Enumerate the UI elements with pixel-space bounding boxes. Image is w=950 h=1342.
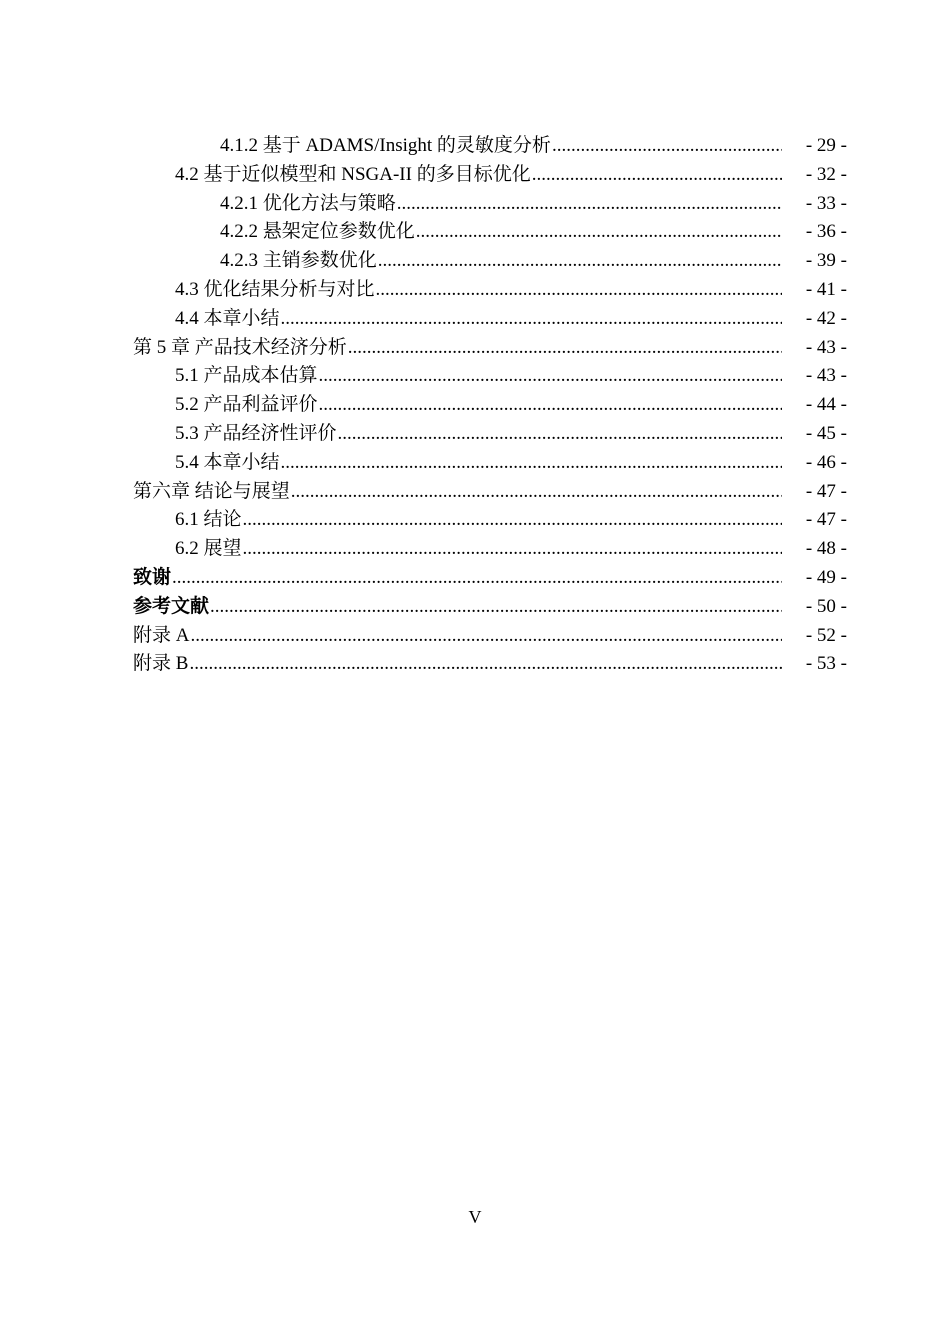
toc-dot-leader — [376, 276, 782, 305]
toc-entry[interactable] — [133, 622, 847, 651]
toc-entry[interactable] — [133, 593, 847, 622]
toc-dot-leader — [172, 564, 782, 593]
toc-entry[interactable] — [133, 161, 847, 190]
toc-entry-page: - 32 - — [805, 163, 847, 185]
table-of-contents — [133, 132, 847, 679]
toc-dot-leader — [210, 593, 782, 622]
toc-entry-title: 4.2.3 主销参数优化 — [220, 250, 377, 272]
toc-entry-page: - 48 - — [805, 538, 847, 560]
toc-entry[interactable] — [133, 362, 847, 391]
toc-entry-title: 第六章 结论与展望 — [133, 480, 290, 502]
toc-entry-title: 4.2.2 悬架定位参数优化 — [220, 221, 415, 243]
toc-entry[interactable] — [133, 478, 847, 507]
toc-entry-title: 致谢 — [133, 566, 172, 588]
toc-entry-page: - 33 - — [805, 192, 847, 214]
toc-entry-title: 第 5 章 产品技术经济分析 — [133, 336, 347, 358]
toc-entry-title: 4.1.2 基于 ADAMS/Insight 的灵敏度分析 — [220, 135, 551, 156]
toc-entry[interactable] — [133, 449, 847, 478]
toc-dot-leader — [189, 650, 782, 679]
toc-dot-leader — [281, 305, 782, 334]
toc-dot-leader — [348, 334, 782, 363]
toc-entry-page: - 29 - — [805, 135, 847, 156]
toc-dot-leader — [416, 218, 782, 247]
toc-entry-page: - 41 - — [805, 278, 847, 300]
toc-dot-leader — [291, 478, 782, 507]
toc-entry[interactable] — [133, 218, 847, 247]
toc-entry[interactable] — [133, 132, 847, 161]
toc-entry-page: - 50 - — [805, 595, 847, 617]
toc-entry[interactable] — [133, 535, 847, 564]
toc-dot-leader — [243, 506, 782, 535]
toc-dot-leader — [281, 449, 782, 478]
toc-dot-leader — [338, 420, 782, 449]
toc-entry-page: - 45 - — [805, 422, 847, 444]
toc-entry-title: 5.1 产品成本估算 — [175, 365, 318, 387]
toc-entry-title: 5.4 本章小结 — [175, 451, 280, 473]
toc-entry-page: - 46 - — [805, 451, 847, 473]
toc-entry-title: 5.3 产品经济性评价 — [175, 422, 337, 444]
toc-dot-leader — [552, 132, 782, 161]
toc-entry[interactable] — [133, 650, 847, 679]
toc-entry-title: 4.3 优化结果分析与对比 — [175, 278, 375, 300]
toc-entry-page: - 47 - — [805, 509, 847, 531]
toc-entry-page: - 47 - — [805, 480, 847, 502]
toc-entry-title: 参考文献 — [133, 595, 210, 617]
toc-entry-page: - 43 - — [805, 336, 847, 358]
toc-entry-page: - 44 - — [805, 394, 847, 416]
toc-dot-leader — [397, 190, 782, 219]
toc-entry-title: 6.1 结论 — [175, 509, 242, 531]
toc-entry-page: - 42 - — [805, 307, 847, 329]
toc-entry-page: - 43 - — [805, 365, 847, 387]
toc-entry-title: 4.2.1 优化方法与策略 — [220, 192, 396, 214]
toc-entry[interactable] — [133, 334, 847, 363]
toc-entry[interactable] — [133, 305, 847, 334]
toc-dot-leader — [319, 362, 782, 391]
toc-entry[interactable] — [133, 420, 847, 449]
toc-entry-title: 附录 B — [133, 653, 189, 675]
toc-entry-title: 4.2 基于近似模型和 NSGA-II 的多目标优化 — [175, 163, 531, 185]
toc-entry[interactable] — [133, 391, 847, 420]
toc-dot-leader — [378, 247, 782, 276]
toc-entry-title: 附录 A — [133, 624, 190, 646]
toc-entry-page: - 39 - — [805, 250, 847, 272]
toc-entry-title: 6.2 展望 — [175, 538, 242, 560]
toc-dot-leader — [319, 391, 782, 420]
toc-entry[interactable] — [133, 247, 847, 276]
toc-entry[interactable] — [133, 276, 847, 305]
toc-entry[interactable] — [133, 190, 847, 219]
toc-entry-page: - 53 - — [805, 653, 847, 675]
toc-entry[interactable] — [133, 506, 847, 535]
toc-entry-title: 5.2 产品利益评价 — [175, 394, 318, 416]
toc-entry[interactable] — [133, 564, 847, 593]
toc-dot-leader — [243, 535, 782, 564]
toc-dot-leader — [190, 622, 782, 651]
toc-entry-page: - 36 - — [805, 221, 847, 243]
toc-dot-leader — [532, 161, 782, 190]
toc-entry-page: - 52 - — [805, 624, 847, 646]
toc-entry-page: - 49 - — [805, 566, 847, 588]
toc-entry-title: 4.4 本章小结 — [175, 307, 280, 329]
page-number: V — [468, 1207, 482, 1227]
